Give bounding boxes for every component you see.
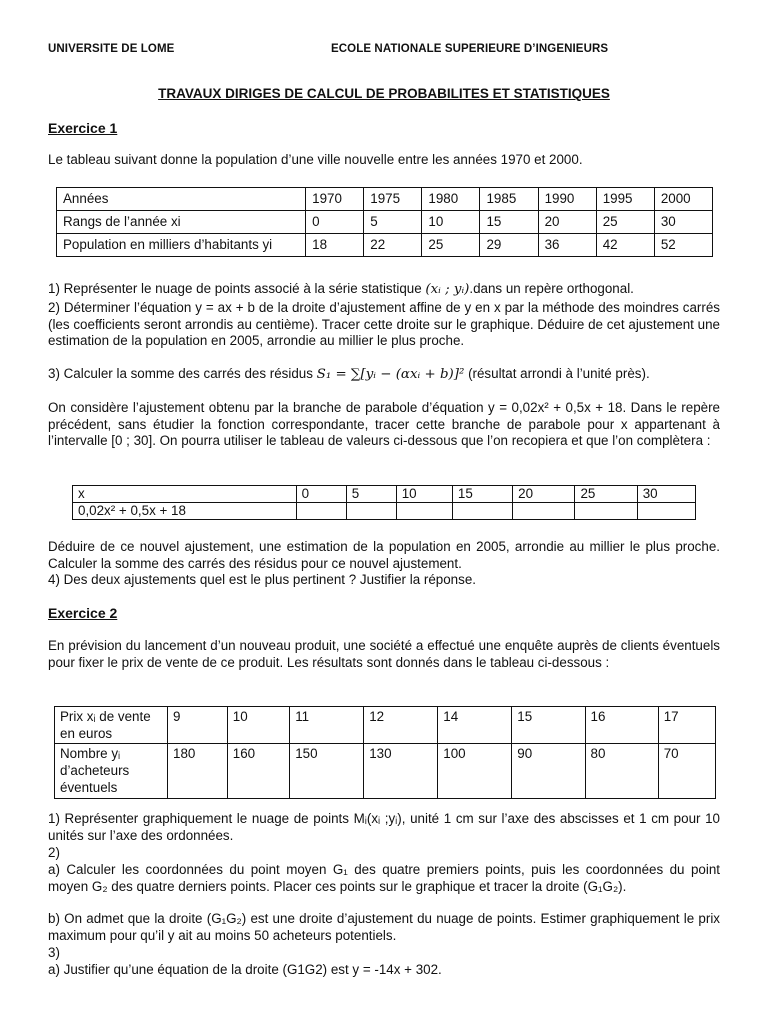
table-cell: 29 <box>480 234 538 257</box>
q3-math: S₁ = ∑[yᵢ − (αxᵢ + b)]² <box>316 367 465 382</box>
buyers-cell: 70 <box>658 744 715 799</box>
price-cell: 9 <box>168 707 228 744</box>
table-cell: 1990 <box>538 188 596 211</box>
exercise-1-after-table: Déduire de ce nouvel ajustement, une estimation de la population en 2005, arrondie au millier le plus proche. Calculer la somme des carrés des résidus pour ce nouvel ajustement. <box>48 539 720 571</box>
exercise-2-question-2b: b) On admet que la droite (G₁G₂) est une droite d’ajustement du nuage de points. Estimer graphiquement le prix maximum pour qu’il y ait au moins 50 acheteurs potentiels. <box>48 911 720 943</box>
table-cell: 20 <box>538 211 596 234</box>
table-cell: 5 <box>364 211 422 234</box>
buyers-cell: 90 <box>512 744 585 799</box>
buyers-label-cell: Nombre yᵢ d’acheteurs éventuels <box>55 744 168 799</box>
price-buyers-table <box>54 706 716 799</box>
exercise-2-question-2-number: 2) <box>48 845 60 860</box>
table-cell: 30 <box>637 486 695 503</box>
table-cell <box>575 503 637 520</box>
q3-text-a: 3) Calculer la somme des carrés des résidus <box>48 366 317 381</box>
table-cell: 22 <box>364 234 422 257</box>
table-cell: 25 <box>575 486 637 503</box>
table-cell: 10 <box>422 211 480 234</box>
price-cell: 11 <box>290 707 364 744</box>
table-cell: 1975 <box>364 188 422 211</box>
buyers-cell: 130 <box>364 744 438 799</box>
exercise-1-question-2: 2) Déterminer l’équation y = ax + b de la droite d’ajustement affine de y en x par la méthode des moindres carrés (les coefficients seront arrondis au centième). Tracer cette droite sur le graphique. Déduire de cet ajustement une estimation de la population en 2005, arrondie au millier le plus proche. <box>48 300 720 348</box>
exercise-1-question-4: 4) Des deux ajustements quel est le plus pertinent ? Justifier la réponse. <box>48 572 476 587</box>
table-cell: 1980 <box>422 188 480 211</box>
table-cell: 25 <box>596 211 654 234</box>
parabola-table-row <box>73 486 696 503</box>
table-cell: 30 <box>654 211 712 234</box>
exercise-2-question-3-number: 3) <box>48 945 60 960</box>
row-label-cell: Années <box>57 188 306 211</box>
q1-math: (xᵢ ; yᵢ) <box>425 282 470 297</box>
table-cell: 1995 <box>596 188 654 211</box>
price-cell: 10 <box>227 707 289 744</box>
population-table-row <box>57 188 713 211</box>
table-cell: 1970 <box>306 188 364 211</box>
q1-text-b: .dans un repère orthogonal. <box>469 281 634 296</box>
row-label-cell: Rangs de l’année xi <box>57 211 306 234</box>
exercise-2-heading: Exercice 2 <box>48 605 118 621</box>
table-cell: 20 <box>513 486 575 503</box>
table-cell: 42 <box>596 234 654 257</box>
university-name: UNIVERSITE DE LOME <box>48 43 175 55</box>
table-cell: 36 <box>538 234 596 257</box>
price-label-cell: Prix xᵢ de vente en euros <box>55 707 168 744</box>
table-cell: 15 <box>452 486 512 503</box>
table-cell: 1985 <box>480 188 538 211</box>
exercise-2-question-3a: a) Justifier qu’une équation de la droite (G1G2) est y = -14x + 302. <box>48 962 442 977</box>
table-cell <box>396 503 452 520</box>
population-table-row <box>57 211 713 234</box>
table-cell: 10 <box>396 486 452 503</box>
table-cell: 0 <box>296 486 346 503</box>
table-cell: 25 <box>422 234 480 257</box>
buyers-cell: 180 <box>168 744 228 799</box>
school-name: ECOLE NATIONALE SUPERIEURE D’INGENIEURS <box>331 43 609 55</box>
q3-text-b: (résultat arrondi à l’unité près). <box>464 366 650 381</box>
exercise-2-intro: En prévision du lancement d’un nouveau produit, une société a effectué une enquête auprès de clients éventuels pour fixer le prix de vente de ce produit. Les résultats sont donnés dans le tableau ci-dessous : <box>48 638 720 670</box>
price-cell: 14 <box>438 707 512 744</box>
buyers-cell: 80 <box>585 744 658 799</box>
table-cell: 15 <box>480 211 538 234</box>
parabola-table-row <box>73 503 696 520</box>
table-cell <box>296 503 346 520</box>
exercise-1-intro: Le tableau suivant donne la population d’une ville nouvelle entre les années 1970 et 2000. <box>48 152 583 167</box>
exercise-1-question-1 <box>48 281 720 299</box>
table-cell <box>637 503 695 520</box>
q1-text-a: 1) Représenter le nuage de points associé à la série statistique <box>48 281 426 296</box>
document-title: TRAVAUX DIRIGES DE CALCUL DE PROBABILITES ET STATISTIQUES <box>158 86 610 101</box>
price-cell: 15 <box>512 707 585 744</box>
price-cell: 17 <box>658 707 715 744</box>
exercise-1-heading: Exercice 1 <box>48 120 118 136</box>
table-cell: 18 <box>306 234 364 257</box>
price-cell: 12 <box>364 707 438 744</box>
row-label-cell: x <box>73 486 297 503</box>
buyers-cell: 150 <box>290 744 364 799</box>
price-cell: 16 <box>585 707 658 744</box>
population-table-row <box>57 234 713 257</box>
table-cell <box>452 503 512 520</box>
buyers-cell: 100 <box>438 744 512 799</box>
table-cell <box>513 503 575 520</box>
population-table <box>56 187 713 257</box>
row-label-cell: Population en milliers d’habitants yi <box>57 234 306 257</box>
parabola-paragraph: On considère l’ajustement obtenu par la branche de parabole d’équation y = 0,02x² + 0,5x + 18. Dans le repère précédent, sans étudier la fonction correspondante, tracer cette branche de parabole pour x appartenant à l’intervalle [0 ; 30]. On pourra utiliser le tableau de valeurs ci-dessous que l’on recopiera et que l’on complètera : <box>48 400 720 448</box>
exercise-2-question-1: 1) Représenter graphiquement le nuage de points Mᵢ(xᵢ ;yᵢ), unité 1 cm sur l’axe des abscisses et 1 cm pour 10 unités sur l’axe des ordonnées. <box>48 811 720 843</box>
table-cell <box>346 503 396 520</box>
exercise-1-question-3 <box>48 366 720 384</box>
table-cell: 5 <box>346 486 396 503</box>
row-label-cell: 0,02x² + 0,5x + 18 <box>73 503 297 520</box>
table-cell: 52 <box>654 234 712 257</box>
table-cell: 2000 <box>654 188 712 211</box>
table-cell: 0 <box>306 211 364 234</box>
buyers-cell: 160 <box>227 744 289 799</box>
parabola-values-table <box>72 485 696 520</box>
exercise-2-question-2a: a) Calculer les coordonnées du point moyen G₁ des quatre premiers points, puis les coordonnées du point moyen G₂ des quatre derniers points. Placer ces points sur le graphique et tracer la droite (G₁G₂). <box>48 862 720 894</box>
